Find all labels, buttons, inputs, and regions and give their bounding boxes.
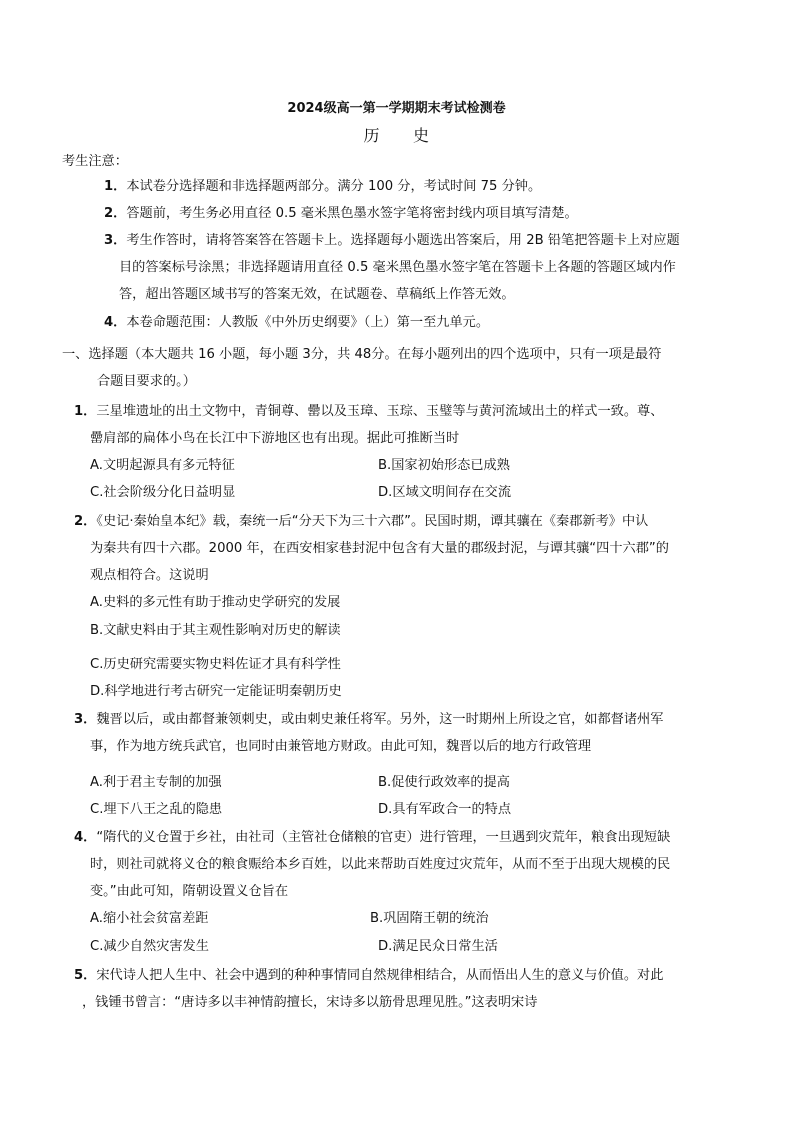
notice-item-2: [104, 204, 578, 224]
question-text: “隋代的义仓置于乡社，由社司（主管社仓储粮的官吏）进行管理，一旦遇到灾荒年，粮食出现短缺: [96, 830, 671, 845]
option-3d: [378, 800, 511, 820]
question-text-cont: 时，则社司就将义仓的粮食赈给本乡百姓，以此来帮助百姓度过灾荒年，从而不至于出现大规模的民: [90, 857, 671, 872]
question-number: 4．: [74, 830, 97, 845]
notice-text: 考生作答时，请将答案答在答题卡上。选择题每小题选出答案后，用 2B 铅笔把答题卡上对应题: [126, 233, 680, 248]
notice-num: 4．: [104, 315, 127, 330]
option-label: B.: [370, 911, 384, 926]
option-4b: [370, 909, 489, 929]
exam-title: 2024级高一第一学期期末考试检测卷: [287, 101, 506, 116]
option-label: D.: [378, 939, 393, 954]
option-text: 埋下八王之乱的隐患: [103, 802, 223, 817]
question-text-cont: 事，作为地方统兵武官，也同时由兼管地方财政。由此可知，魏晋以后的地方行政管理: [90, 739, 592, 754]
question-number: 5．: [74, 968, 97, 983]
notice-num: 1．: [104, 179, 127, 194]
question-5-stem: [74, 966, 663, 986]
option-label: D.: [378, 485, 393, 500]
option-text: 利于君主专制的加强: [102, 775, 222, 790]
option-label: B.: [378, 775, 392, 790]
option-text: 科学地进行考古研究一定能证明秦朝历史: [104, 684, 342, 699]
question-text-cont: 为秦共有四十六郡。2000 年，在西安相家巷封泥中包含有大量的郡级封泥，与谭其骧“四十六郡”的: [90, 541, 669, 556]
option-text: 区域文明间存在交流: [392, 485, 512, 500]
option-1b: [378, 456, 510, 476]
option-label: D.: [378, 802, 393, 817]
notice-text: 答题前，考生务必用直径 0.5 毫米黑色墨水签字笔将密封线内项目填写清楚。: [126, 206, 578, 221]
question-number: 3．: [74, 712, 97, 727]
question-3-stem: [74, 710, 663, 730]
notice-num: 2．: [104, 206, 127, 221]
notice-item-1: [104, 177, 541, 197]
question-number: 1．: [74, 404, 97, 419]
option-2b: [90, 621, 341, 641]
question-1-stem: [74, 402, 663, 422]
question-text-cont: 观点相符合。这说明: [90, 568, 209, 583]
option-text: 具有军政合一的特点: [392, 802, 512, 817]
option-label: A.: [90, 911, 103, 926]
option-1c: [90, 483, 235, 503]
question-text-cont: ，钱锺书曾言：“唐诗多以丰神情韵擅长，宋诗多以筋骨思理见胜。”这表明宋诗: [82, 995, 538, 1010]
question-text: 魏晋以后，或由都督兼领刺史，或由刺史兼任将军。另外，这一时期州上所设之官，如都督诸州军: [96, 712, 664, 727]
option-4a: [90, 909, 208, 929]
notice-item-4: [104, 313, 489, 333]
question-text: 宋代诗人把人生中、社会中遇到的种种事情同自然规律相结合，从而悟出人生的意义与价值。对此: [96, 968, 664, 983]
question-4-stem: [74, 828, 670, 848]
option-3c: [90, 800, 222, 820]
option-label: A.: [90, 775, 103, 790]
notice-item-3: [104, 231, 680, 251]
option-label: D.: [90, 684, 105, 699]
question-number: 2．: [74, 514, 97, 529]
option-text: 促使行政效率的提高: [391, 775, 510, 790]
question-text: 三星堆遗址的出土文物中，青铜尊、罍以及玉璋、玉琮、玉璧等与黄河流域出土的样式一致。尊、: [96, 404, 664, 419]
option-3b: [378, 773, 510, 793]
option-text: 巩固隋王朝的统治: [383, 911, 489, 926]
option-text: 文献史料由于其主观性影响对历史的解读: [103, 623, 341, 638]
question-text-cont: 变。”由此可知，隋朝设置义仓旨在: [90, 884, 289, 899]
option-2a: [90, 593, 340, 613]
option-label: C.: [90, 802, 104, 817]
question-2-stem: [74, 512, 648, 532]
option-label: A.: [90, 458, 103, 473]
option-text: 缩小社会贫富差距: [102, 911, 209, 926]
option-4c: [90, 937, 209, 957]
question-text: 《史记·秦始皇本纪》载，秦统一后“分天下为三十六郡”。民国时期，谭其骧在《秦郡新考》中认: [96, 514, 649, 529]
option-text: 史料的多元性有助于推动史学研究的发展: [102, 595, 341, 610]
section-header-cont: 合题目要求的。）: [97, 374, 196, 389]
option-1d: [378, 483, 511, 503]
option-text: 减少自然灾害发生: [103, 939, 209, 954]
notice-text-cont: 答，超出答题区域书写的答案无效，在试题卷、草稿纸上作答无效。: [119, 287, 515, 302]
option-3a: [90, 773, 222, 793]
subject-title: 历 史: [363, 126, 430, 145]
question-text-cont: 罍肩部的扁体小鸟在长江中下游地区也有出现。据此可推断当时: [90, 431, 460, 446]
option-1a: [90, 456, 235, 476]
notice-text: 本试卷分选择题和非选择题两部分。满分 100 分，考试时间 75 分钟。: [126, 179, 542, 194]
option-label: C.: [90, 939, 104, 954]
notice-heading: 考生注意：: [62, 154, 128, 169]
section-header: 一、选择题（本大题共 16 小题，每小题 3分，共 48分。在每小题列出的四个选项中，只有一项是最符: [62, 347, 662, 362]
option-text: 国家初始形态已成熟: [391, 458, 510, 473]
notice-text: 本卷命题范围：人教版《中外历史纲要》（上）第一至九单元。: [126, 315, 490, 330]
option-text: 满足民众日常生活: [392, 939, 498, 954]
option-4d: [378, 937, 498, 957]
option-label: C.: [90, 485, 104, 500]
option-label: C.: [90, 657, 104, 672]
option-label: B.: [90, 623, 104, 638]
notice-text-cont: 目的答案标号涂黑；非选择题请用直径 0.5 毫米黑色墨水签字笔在答题卡上各题的答题区域内作: [119, 260, 676, 275]
option-label: B.: [378, 458, 392, 473]
option-label: A.: [90, 595, 103, 610]
option-2c: [90, 655, 341, 675]
option-2d: [90, 682, 342, 702]
option-text: 文明起源具有多元特征: [102, 458, 235, 473]
option-text: 历史研究需要实物史料佐证才具有科学性: [103, 657, 341, 672]
notice-num: 3．: [104, 233, 127, 248]
option-text: 社会阶级分化日益明显: [103, 485, 236, 500]
